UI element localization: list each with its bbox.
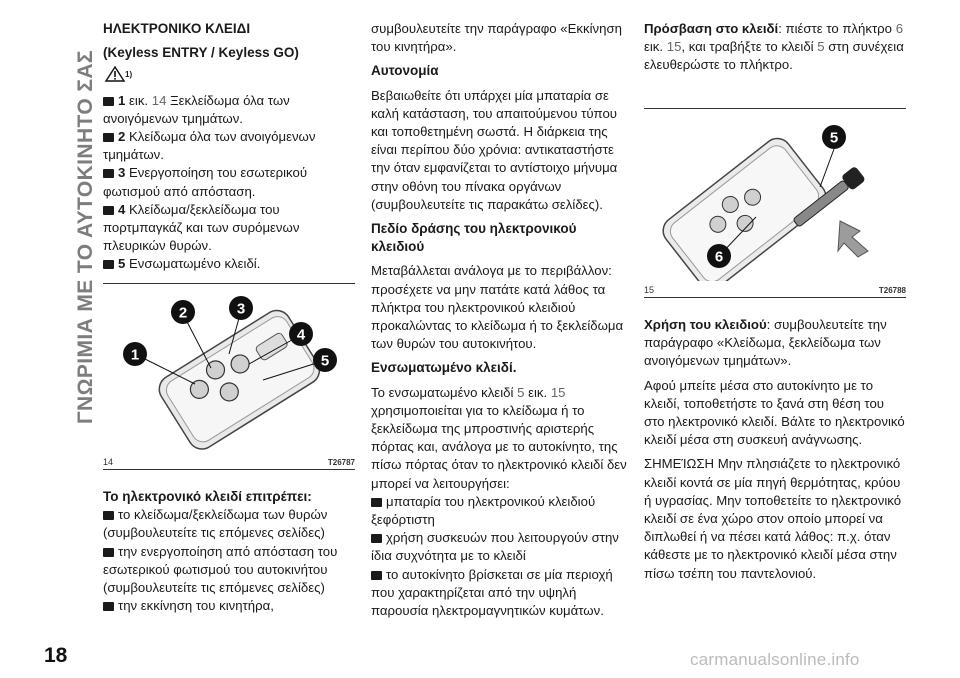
access-paragraph: Πρόσβαση στο κλειδί: πιέστε το πλήκτρο 6 εικ. 15, και τραβήξτε το κλειδί 5 στη συνέχεια ελευθερώστε το πλήκτρο. [644,21,904,73]
svg-text:4: 4 [296,326,306,344]
bullet-box-icon [103,548,114,557]
bullet-box-icon [103,133,114,142]
list-item: την εκκίνηση του κινητήρα, [103,597,353,615]
list-item: χρήση συσκευών που λειτουργούν στην ίδια συχνότητα με το κλειδί [371,530,619,564]
paragraph: Αφού μπείτε μέσα στο αυτοκίνητο με το κλειδί, τοποθετήστε το ξανά στη θέση του στο ηλεκτρονικό κλειδί. Βάλτε το ηλεκτρονικό κλειδί μέσα στη συσκευή ανάγνωσης. [644,377,905,448]
use-paragraph: Χρήση του κλειδιού: συμβουλευτείτε την παράγραφο «Κλείδωμα, ξεκλείδωμα των ανοιγόμενων τμημάτων». [644,317,887,369]
figure-code: T26788 [878,286,906,295]
list-item: 5 Ενσωματωμένο κλειδί. [103,255,353,273]
watermark: carmanualsonline.info [690,650,860,669]
paragraph: συμβουλευτείτε την παράγραφο «Εκκίνηση του κινητήρα». [371,21,622,55]
range-paragraph: Μεταβάλλεται ανάλογα με το περιβάλλον: προσέχετε να μην πατάτε κατά λάθος τα πλήκτρα του ηλεκτρονικού κλειδιού προκαλώντας το κλείδωμα ή το ξεκλείδωμα των θυρών του αυτοκινήτου. [371,263,624,352]
figure-15 [644,108,906,298]
svg-text:5: 5 [320,352,330,370]
note-paragraph: ΣΗΜΕΊΩΣΗ Μην πλησιάζετε το ηλεκτρονικό κλειδί κοντά σε μία πηγή θερμότητας, κρύου ή υγρασίας. Μην τοποθετείτε το ηλεκτρονικό κλειδί σε ένα χώρο στον οποίο μπορεί να διπλωθεί ή να πέσει κατά λάθος: π.χ. όταν κάθεστε με το ηλεκτρονικό κλειδί μέσα στην πίσω τσέπη του παντελονιού. [644,456,902,581]
bullet-box-icon [103,206,114,215]
list-item: 4 Κλείδωμα/ξεκλείδωμα του πορτμπαγκάζ και των συρόμενων πλευρικών θυρών. [103,201,300,254]
key-card-illustration [103,284,355,454]
figure-number: 15 [644,285,655,295]
svg-text:3: 3 [236,300,246,318]
callout-4 [289,322,313,346]
list-item: μπαταρία του ηλεκτρονικού κλειδιού ξεφόρτιστη [371,493,596,528]
bullet-box-icon [103,169,114,178]
callout-6 [707,244,731,268]
allows-heading: Το ηλεκτρονικό κλειδί επιτρέπει: [103,489,312,504]
list-item: 2 Κλείδωμα όλα των ανοιγόμενων τμημάτων. [103,129,316,163]
column-2 [371,20,627,620]
list-item: το αυτοκίνητο βρίσκεται σε μία περιοχή που χαρακτηρίζεται από την υψηλή παρουσία ηλεκτρομαγνητικών κυμάτων. [371,566,613,619]
svg-text:6: 6 [714,248,724,266]
bullet-box-icon [371,534,382,543]
list-item: 1 εικ. 14 Ξεκλείδωμα όλα των ανοιγόμενων τμημάτων. [103,92,290,126]
svg-text:5: 5 [829,129,839,147]
page-number: 18 [44,644,68,667]
figure-code: T26787 [327,458,355,467]
warning-note [105,66,353,87]
autonomy-heading: Αυτονομία [371,63,439,79]
sidebar [0,0,96,678]
list-item: το κλείδωμα/ξεκλείδωμα των θυρών (συμβουλευτείτε τις επόμενες σελίδες) [103,507,328,541]
bullet-box-icon [103,602,114,611]
svg-text:2: 2 [178,304,188,322]
list-item: την ενεργοποίηση από απόσταση του εσωτερικού φωτισμού του αυτοκινήτου (συμβουλευτείτε τις επόμενες σελίδες) [103,543,338,596]
svg-text:1: 1 [130,346,140,364]
use-section [644,316,906,589]
column-1 [103,20,353,274]
note-reference: 1) [125,70,133,80]
bullet-box-icon [371,571,382,580]
callout-1 [123,342,147,366]
autonomy-paragraph: Βεβαιωθείτε ότι υπάρχει μία μπαταρία σε καλή κατάσταση, του απαιτούμενου τύπου και τοποθετημένη σωστά. Η διάρκεια της είναι περίπου δύο χρόνια: αντικαταστήστε την όταν εμφανίζεται το αντίστοιχο μήνυμα στην οθόνη του πίνακα οργάνων (συμβουλευτείτε τις παρακάτω σελίδες). [371,87,618,212]
column-3 [644,20,906,81]
figure-number: 14 [103,457,114,467]
callout-2 [171,300,195,324]
bullet-box-icon [103,511,114,520]
section-heading: ΗΛΕΚΤΡΟΝΙΚΟ ΚΛΕΙΔΙ [103,21,251,36]
section-title-vertical: ΓΝΩΡΙΜΙΑ ΜΕ ΤΟ ΑΥΤΟΚΙΝΗΤΟ ΣΑΣ [74,50,97,424]
warning-triangle-icon [105,66,125,82]
integrated-heading: Ενσωματωμένο κλειδί. [371,360,517,376]
integrated-paragraph: Το ενσωματωμένο κλειδί 5 εικ. 15 χρησιμοποιείται για το κλείδωμα ή το ξεκλείδωμα της μπροστινής αριστερής πόρτας και, ανάλογα με το αυτοκίνητο, της πίσω πόρτας όταν το ηλεκτρονικό κλειδί δεν μπορεί να λειτουργήσει: [371,384,627,491]
callout-5 [313,348,337,372]
callout-3 [229,296,253,320]
bullet-box-icon [103,97,114,106]
figure-14 [103,283,355,470]
list-item: 3 Ενεργοποίηση του εσωτερικού φωτισμού από απόσταση. [103,165,308,199]
section-subheading: (Keyless ENTRY / Keyless GO) [103,45,299,61]
range-heading: Πεδίο δράσης του ηλεκτρονικού κλειδιού [371,221,577,255]
allows-section [103,488,353,615]
bullet-box-icon [371,498,382,507]
callout-5 [822,125,846,149]
bullet-box-icon [103,260,114,269]
key-extraction-illustration [644,109,906,281]
